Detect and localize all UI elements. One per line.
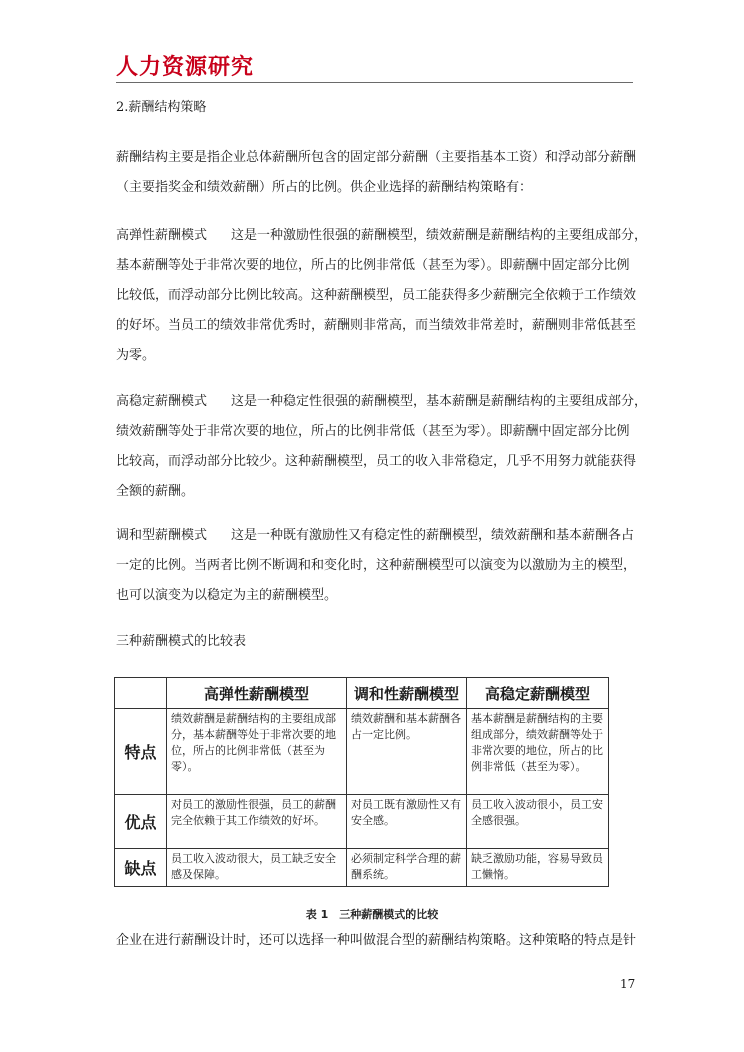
paragraph-line: 比较高，而浮动部分比较少。这种薪酬模型，员工的收入非常稳定，几乎不用努力就能获得 xyxy=(116,454,637,469)
table-title: 三种薪酬模式的比较表 xyxy=(116,634,247,649)
term-text: 这是一种既有激励性又有稳定性的薪酬模型，绩效薪酬和基本薪酬各占 xyxy=(231,528,635,543)
paragraph-line xyxy=(116,528,636,544)
term-label: 高稳定薪酬模式 xyxy=(116,394,208,409)
table-caption: 表 1 三种薪酬模式的比较 xyxy=(305,908,439,921)
intro-line: （主要指奖金和绩效薪酬）所占的比例。供企业选择的薪酬结构策略有： xyxy=(116,180,533,195)
table-header-cell: 高稳定薪酬模型 xyxy=(467,678,609,709)
row-label: 缺点 xyxy=(115,849,167,887)
page-number: 17 xyxy=(620,977,636,991)
header-title: 人力资源研究 xyxy=(116,55,255,80)
term-label: 高弹性薪酬模式 xyxy=(116,228,208,243)
table-cell: 对员工的激励性很强，员工的薪酬完全依赖于其工作绩效的好坏。 xyxy=(167,795,347,849)
row-label: 优点 xyxy=(115,795,167,849)
term-text: 这是一种激励性很强的薪酬模型，绩效薪酬是薪酬结构的主要组成部分， xyxy=(231,228,648,243)
table-cell: 绩效薪酬和基本薪酬各占一定比例。 xyxy=(347,709,467,795)
section-heading: 2.薪酬结构策略 xyxy=(116,100,207,115)
paragraph-line: 为零。 xyxy=(116,348,156,363)
paragraph-line: 一定的比例。当两者比例不断调和和变化时，这种薪酬模型可以演变为以激励为主的模型， xyxy=(116,558,637,573)
table-header-corner xyxy=(115,678,167,709)
table-cell: 绩效薪酬是薪酬结构的主要组成部分，基本薪酬等处于非常次要的地位，所占的比例非常低（甚至为零）。 xyxy=(167,709,347,795)
paragraph-line: 比较低，而浮动部分比例比较高。这种薪酬模型，员工能获得多少薪酬完全依赖于工作绩效 xyxy=(116,288,637,303)
paragraph-line: 的好坏。当员工的绩效非常优秀时，薪酬则非常高，而当绩效非常差时，薪酬则非常低甚至 xyxy=(116,318,637,333)
table-row xyxy=(115,709,609,795)
paragraph-line: 绩效薪酬等处于非常次要的地位，所占的比例非常低（甚至为零）。即薪酬中固定部分比例 xyxy=(116,424,630,439)
paragraph-line: 也可以演变为以稳定为主的薪酬模型。 xyxy=(116,588,338,603)
term-label: 调和型薪酬模式 xyxy=(116,528,208,543)
row-label: 特点 xyxy=(115,709,167,795)
header-rule xyxy=(116,82,633,83)
term-text: 这是一种稳定性很强的薪酬模型，基本薪酬是薪酬结构的主要组成部分， xyxy=(231,394,648,409)
table-cell: 缺乏激励功能，容易导致员工懒惰。 xyxy=(467,849,609,887)
paragraph-line xyxy=(116,394,648,410)
table-row xyxy=(115,795,609,849)
intro-line: 薪酬结构主要是指企业总体薪酬所包含的固定部分薪酬（主要指基本工资）和浮动部分薪酬 xyxy=(116,150,637,165)
table-header-row xyxy=(115,678,609,709)
table-cell: 员工收入波动很小，员工安全感很强。 xyxy=(467,795,609,849)
table-cell: 对员工既有激励性又有安全感。 xyxy=(347,795,467,849)
table-cell: 必须制定科学合理的薪酬系统。 xyxy=(347,849,467,887)
closing-line: 企业在进行薪酬设计时，还可以选择一种叫做混合型的薪酬结构策略。这种策略的特点是针 xyxy=(116,933,637,948)
table-cell: 员工收入波动很大，员工缺乏安全感及保障。 xyxy=(167,849,347,887)
table-cell: 基本薪酬是薪酬结构的主要组成部分，绩效薪酬等处于非常次要的地位，所占的比例非常低（甚至为零）。 xyxy=(467,709,609,795)
paragraph-line: 全额的薪酬。 xyxy=(116,484,195,499)
paragraph-line xyxy=(116,228,648,244)
table-row xyxy=(115,849,609,887)
table-header-cell: 高弹性薪酬模型 xyxy=(167,678,347,709)
paragraph-line: 基本薪酬等处于非常次要的地位，所占的比例非常低（甚至为零）。即薪酬中固定部分比例 xyxy=(116,258,630,273)
table-header-cell: 调和性薪酬模型 xyxy=(347,678,467,709)
comparison-table xyxy=(114,677,609,887)
